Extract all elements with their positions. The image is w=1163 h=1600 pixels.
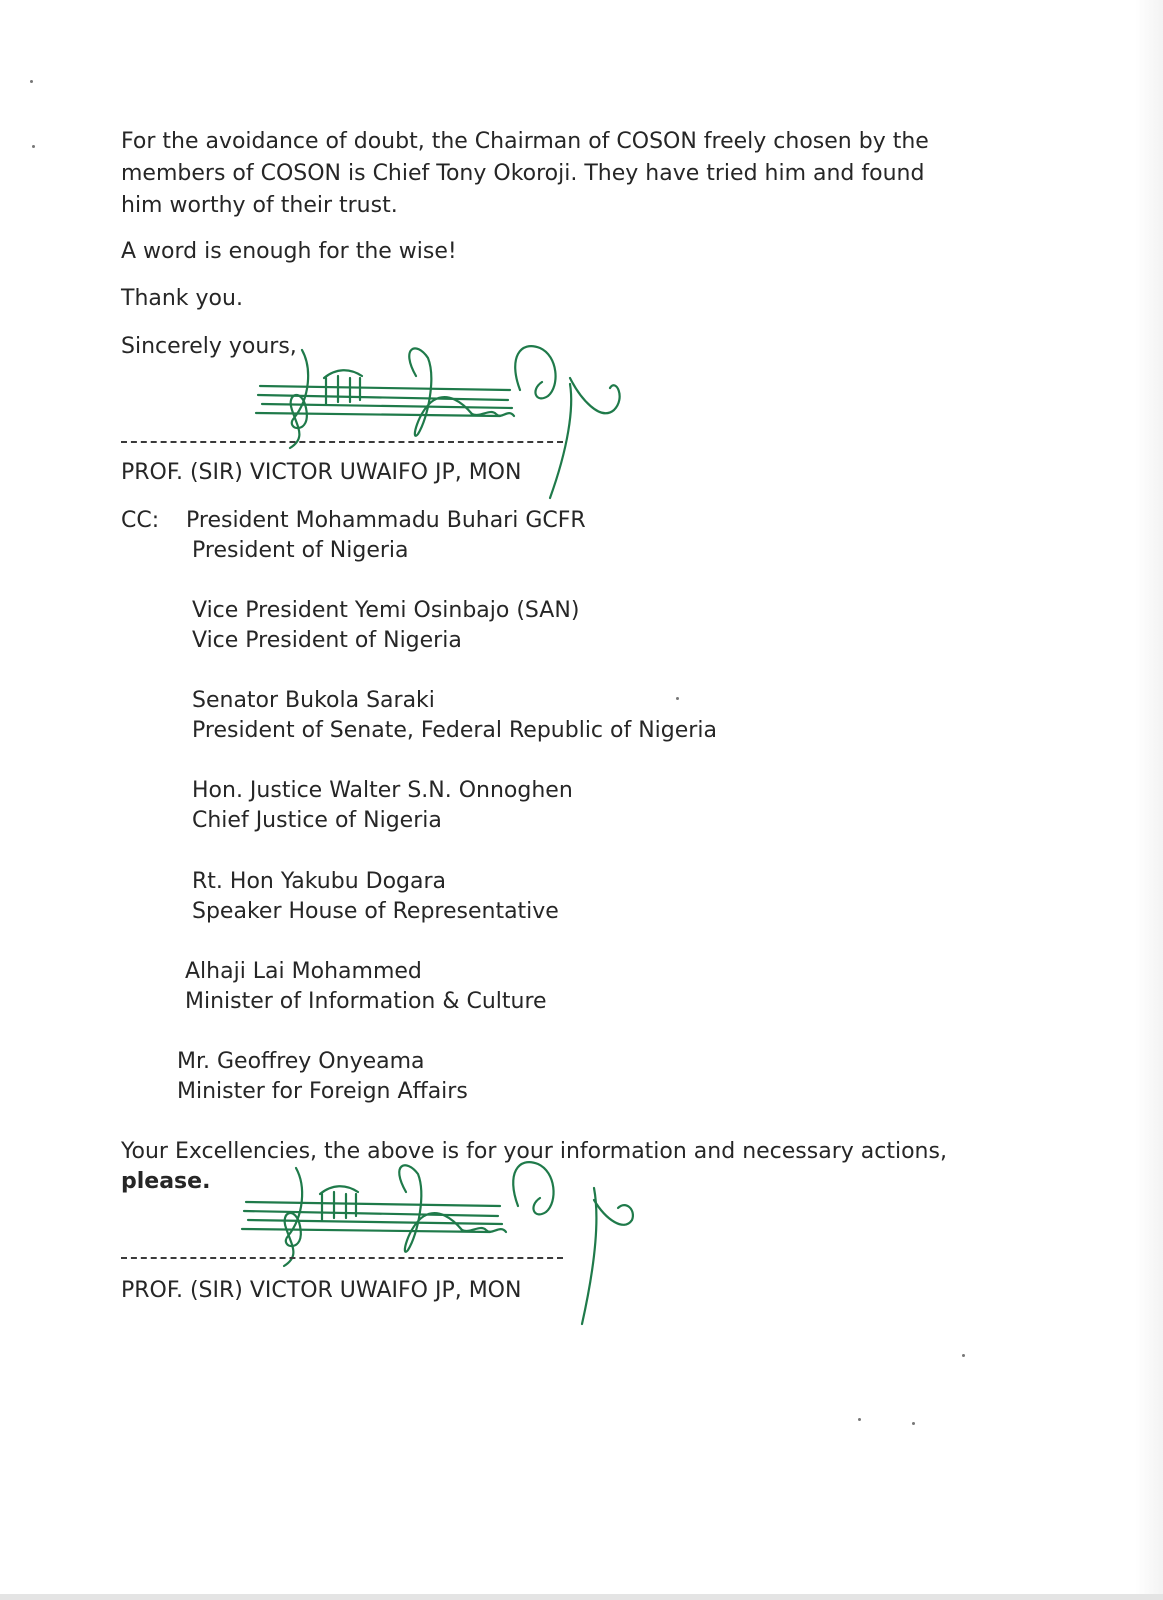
excellencies-line: Your Excellencies, the above is for your information and necessary actions, bbox=[121, 1139, 947, 1164]
cc-name-5: Rt. Hon Yakubu Dogara bbox=[192, 869, 447, 894]
thanks-line: Thank you. bbox=[121, 286, 243, 311]
cc-name-3: Senator Bukola Saraki bbox=[192, 688, 435, 713]
cc-title-7: Minister for Foreign Affairs bbox=[177, 1079, 468, 1104]
cc-label: CC: bbox=[121, 508, 160, 533]
scan-speck bbox=[30, 80, 33, 83]
cc-title-6: Minister of Information & Culture bbox=[185, 989, 547, 1014]
scan-edge-bottom bbox=[0, 1594, 1163, 1600]
closing-line: Sincerely yours, bbox=[121, 334, 297, 359]
cc-title-5: Speaker House of Representative bbox=[192, 899, 559, 924]
cc-name-2: Vice President Yemi Osinbajo (SAN) bbox=[192, 598, 580, 623]
signatory-name-1: PROF. (SIR) VICTOR UWAIFO JP, MON bbox=[121, 460, 522, 485]
doubt-paragraph-line-2: members of COSON is Chief Tony Okoroji. They have tried him and found bbox=[121, 161, 925, 186]
cc-name-1: President Mohammadu Buhari GCFR bbox=[186, 508, 586, 533]
scan-speck bbox=[858, 1418, 861, 1421]
proverb-line: A word is enough for the wise! bbox=[121, 239, 457, 264]
doubt-paragraph-line-1: For the avoidance of doubt, the Chairman of COSON freely chosen by the bbox=[121, 129, 929, 154]
scan-speck bbox=[676, 697, 679, 700]
cc-name-7: Mr. Geoffrey Onyeama bbox=[177, 1049, 425, 1074]
cc-title-1: President of Nigeria bbox=[192, 538, 409, 563]
signature-line-1 bbox=[121, 441, 563, 443]
cc-title-3: President of Senate, Federal Republic of Nigeria bbox=[192, 718, 717, 743]
cc-title-2: Vice President of Nigeria bbox=[192, 628, 462, 653]
scan-speck bbox=[962, 1354, 965, 1357]
cc-name-4: Hon. Justice Walter S.N. Onnoghen bbox=[192, 778, 573, 803]
scan-edge bbox=[1135, 0, 1163, 1600]
doubt-paragraph-line-3: him worthy of their trust. bbox=[121, 193, 398, 218]
scan-speck bbox=[32, 145, 35, 148]
signature-line-2 bbox=[121, 1257, 563, 1259]
please-line: please. bbox=[121, 1169, 211, 1194]
cc-name-6: Alhaji Lai Mohammed bbox=[185, 959, 422, 984]
scan-speck bbox=[912, 1422, 915, 1425]
cc-title-4: Chief Justice of Nigeria bbox=[192, 808, 442, 833]
signatory-name-2: PROF. (SIR) VICTOR UWAIFO JP, MON bbox=[121, 1278, 522, 1303]
